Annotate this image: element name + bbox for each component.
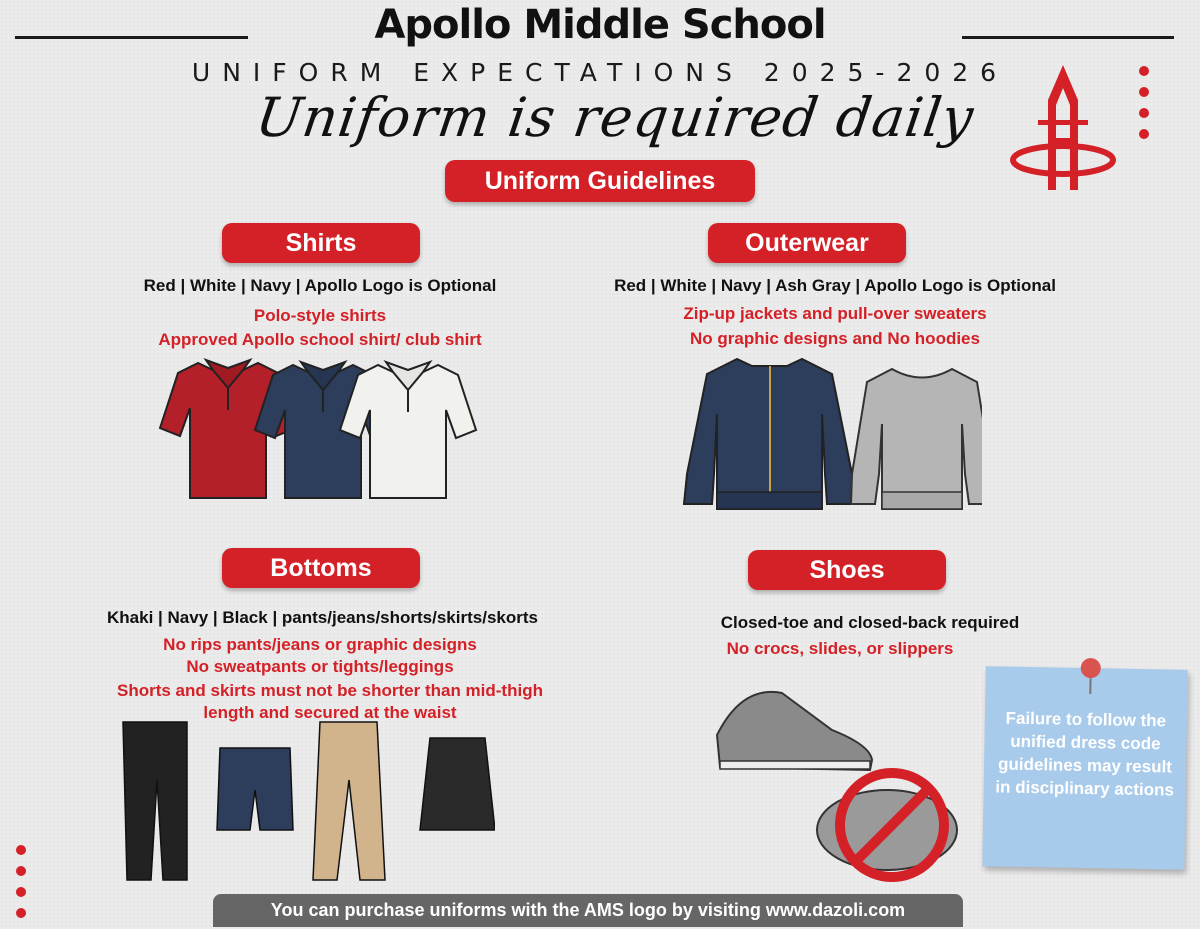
gray-pullover-sweater [851,369,982,509]
disciplinary-notice [982,666,1187,869]
decor-dots-top-right [1139,66,1149,150]
bottoms-rule-2: No sweatpants or tights/leggings [60,656,580,678]
footer-purchase-info: You can purchase uniforms with the AMS logo by visiting www.dazoli.com [213,894,963,927]
apollo-logo [1008,60,1118,200]
page-title: Apollo Middle School [0,2,1200,48]
shirts-colors: Red | White | Navy | Apollo Logo is Optional [60,276,580,296]
shoes-requirement: Closed-toe and closed-back required [690,613,1050,633]
navy-shorts [217,748,293,830]
navy-zip-jacket [684,359,855,509]
decor-dots-bottom-left [16,845,26,929]
black-pants [123,722,187,880]
polo-shirts-illustration [158,358,478,508]
bottoms-colors: Khaki | Navy | Black | pants/jeans/shorts/skirts/skorts [50,608,595,628]
shirts-label: Shirts [222,223,420,263]
tagline: Uniform is required daily [0,86,1200,149]
bottoms-label: Bottoms [222,548,420,588]
shoes-rule: No crocs, slides, or slippers [690,638,990,660]
shoes-label: Shoes [748,550,946,590]
bottoms-rule-3: Shorts and skirts must not be shorter than mid-thigh length and secured at the waist [100,680,560,724]
outerwear-rule-2: No graphic designs and No hoodies [560,328,1110,350]
outerwear-colors: Red | White | Navy | Ash Gray | Apollo Logo is Optional [560,276,1110,296]
pushpin-icon [1070,656,1111,697]
shoes-illustration [712,675,982,885]
shirts-rule-1: Polo-style shirts [60,305,580,327]
uniform-guidelines-label: Uniform Guidelines [445,160,755,202]
crocs-with-no-sign-icon [817,773,957,877]
gray-sneaker [717,692,872,770]
bottoms-illustration [115,720,495,885]
outerwear-label: Outerwear [708,223,906,263]
page-subtitle: UNIFORM EXPECTATIONS 2025-2026 [0,58,1200,87]
notice-text: Failure to follow the unified dress code guidelines may result in disciplinary actions [991,706,1179,801]
shirts-rule-2: Approved Apollo school shirt/ club shirt [60,329,580,351]
black-skirt [420,738,495,830]
outerwear-rule-1: Zip-up jackets and pull-over sweaters [560,303,1110,325]
khaki-pants [313,722,385,880]
bottoms-rule-1: No rips pants/jeans or graphic designs [60,634,580,656]
outerwear-illustration [682,354,982,514]
